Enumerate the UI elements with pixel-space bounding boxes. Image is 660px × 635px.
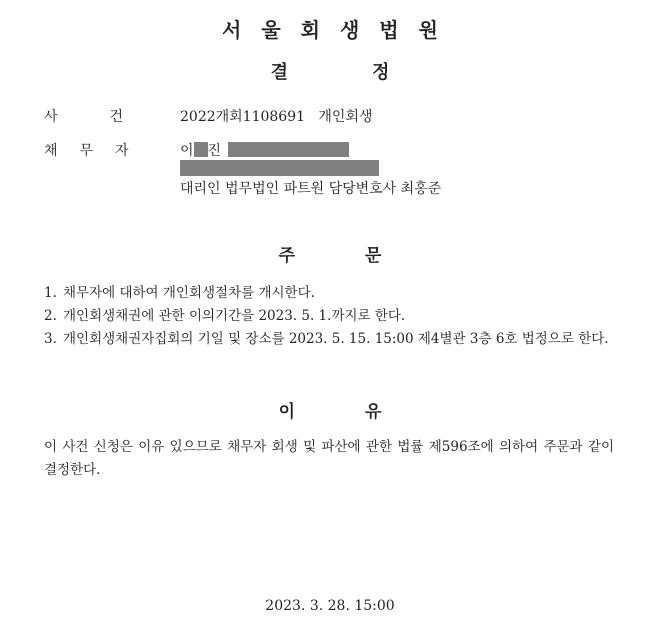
reason-text: 이 사건 신청은 이유 있으므로 채무자 회생 및 파산에 관한 법률 제596조에 의하여 주문과 같이 결정한다. bbox=[44, 439, 614, 478]
redaction-name-middle bbox=[194, 142, 208, 157]
representative: 대리인 법무법인 파트원 담당변호사 최홍준 bbox=[180, 181, 442, 197]
order-item-text: 개인회생채권에 관한 이의기간을 2023. 5. 1.까지로 한다. bbox=[63, 308, 406, 324]
order-item-number: 2. bbox=[44, 308, 57, 324]
redaction-id bbox=[228, 142, 349, 157]
case-type: 개인회생 bbox=[318, 109, 373, 125]
document-type: 결정 bbox=[270, 62, 474, 83]
order-item-2 bbox=[44, 305, 614, 328]
order-heading: 주문 bbox=[278, 246, 452, 266]
order-item-text: 채무자에 대하여 개인회생절차를 개시한다. bbox=[63, 285, 315, 301]
order-item-3 bbox=[44, 328, 614, 351]
redaction-address bbox=[180, 160, 379, 176]
order-item-text: 개인회생채권자집회의 기일 및 장소를 2023. 5. 15. 15:00 제4별관 3층 6호 법정으로 한다. bbox=[63, 331, 609, 347]
order-item-number: 1. bbox=[44, 285, 57, 301]
debtor-label: 채무자 bbox=[44, 143, 151, 159]
debtor-name-first: 이 bbox=[180, 143, 194, 159]
court-name: 서울회생법원 bbox=[222, 18, 458, 42]
case-value bbox=[180, 106, 373, 126]
order-item-number: 3. bbox=[44, 331, 57, 347]
order-item-1 bbox=[44, 282, 614, 305]
issue-date: 2023. 3. 28. 15:00 bbox=[265, 598, 395, 614]
debtor-name-last: 진 bbox=[207, 143, 222, 159]
case-label: 사건 bbox=[44, 109, 176, 125]
reason-heading: 이유 bbox=[278, 402, 452, 422]
case-number: 2022개회1108691 bbox=[180, 109, 306, 125]
